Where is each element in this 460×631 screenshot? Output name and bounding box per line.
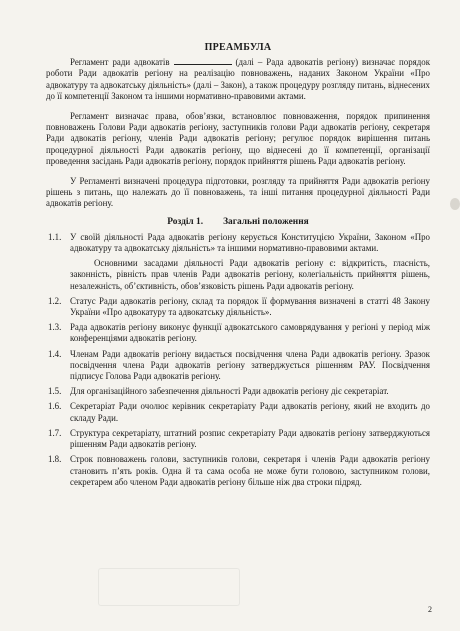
list-item: 1.3. Рада адвокатів регіону виконує функції адвокатського самоврядування у регіоні у період між конференціями адвокатів регіону. <box>48 322 430 344</box>
list-item: 1.5. Для організаційного забезпечення діяльності Ради адвокатів регіону діє секретаріат. <box>48 386 389 397</box>
list-item: 1.2. Статус Ради адвокатів регіону, склад та порядок її формування визначені в статті 48 Закону України «Про адвокатуру та адвокатську діяльність». <box>48 295 430 318</box>
blank-line <box>174 57 232 65</box>
preamble-paragraph-2: Регламент визначає права, обов’язки, встановлює повноваження, порядок припинення повноважень Голови Ради адвокатів регіону, заступників голови Ради адвокатів регіону, секретаря Ради адвокатів регіону, членів Ради адвокатів регіону; регулює порядок вирішення питань процедурної діяльності Ради адвокатів регіону, що віднесені до її компетенції, організації проведення засідань Ради адвокатів регіону, порядок прийняття рішень Ради адвокатів регіону. <box>46 111 430 166</box>
list-item: 1.7. Структура секретаріату, штатний розпис секретаріату Ради адвокатів регіону затверджуються рішенням Ради адвокатів регіону. <box>48 427 430 450</box>
list-item: 1.4. Членам Ради адвокатів регіону видається посвідчення члена Ради адвокатів регіону. Зразок посвідчення члена Ради адвокатів регіону затверджується рішенням РАУ. Посвідчення підписує Голова Ради адвокатів регіону. <box>48 348 430 382</box>
faint-stamp-bottom <box>98 568 240 606</box>
page-number: 2 <box>428 604 432 614</box>
list-item: 1.6. Секретаріат Ради очолює керівник секретаріату Ради адвокатів регіону, який не входить до складу Ради. <box>48 401 430 423</box>
preamble-paragraph-1: Регламент ради адвокатів (далі – Рада адвокатів регіону) визначає порядок роботи Ради адвокатів регіону на реалізацію повноважень, наданих Законом України «Про адвокатуру та адвокатську діяльність» (далі – Закон), а також процедуру розгляду питань, віднесених до її компетенції Законом та іншими нормативно-правовими актами. <box>46 57 431 101</box>
item-1-1-paragraph: Основними засадами діяльності Ради адвокатів регіону є: відкритість, гласність, законність, рівність прав членів Ради адвокатів регіону, колегіальність прийняття рішень, незалежність, об’єктивність, обов’язковість рішень Ради адвокатів регіону. <box>70 258 430 291</box>
punch-hole <box>450 198 460 210</box>
list-item: 1.8. Строк повноважень голови, заступників голови, секретаря і членів Ради адвокатів регіону становить п’ять років. Одна й та сама особа не може бути головою, заступником голови, секретарем або членом Ради адвокатів регіону більше ніж два строки підряд. <box>48 454 430 487</box>
document-title: ПРЕАМБУЛА <box>204 42 272 53</box>
list-item: 1.1. У своїй діяльності Рада адвокатів регіону керується Конституцією України, Законом «Про адвокатуру та адвокатську діяльність» та іншими нормативно-правовими актами. <box>48 231 430 254</box>
preamble-paragraph-3: У Регламенті визначені процедура підготовки, розгляду та прийняття Ради адвокатів регіону рішень з питань, що належать до її повноважень, та інші питання процедурної діяльності Ради адвокатів регіону. <box>46 176 430 209</box>
faint-stamp-top <box>36 14 126 42</box>
section-heading: Розділ 1. Загальні положення <box>167 216 309 227</box>
